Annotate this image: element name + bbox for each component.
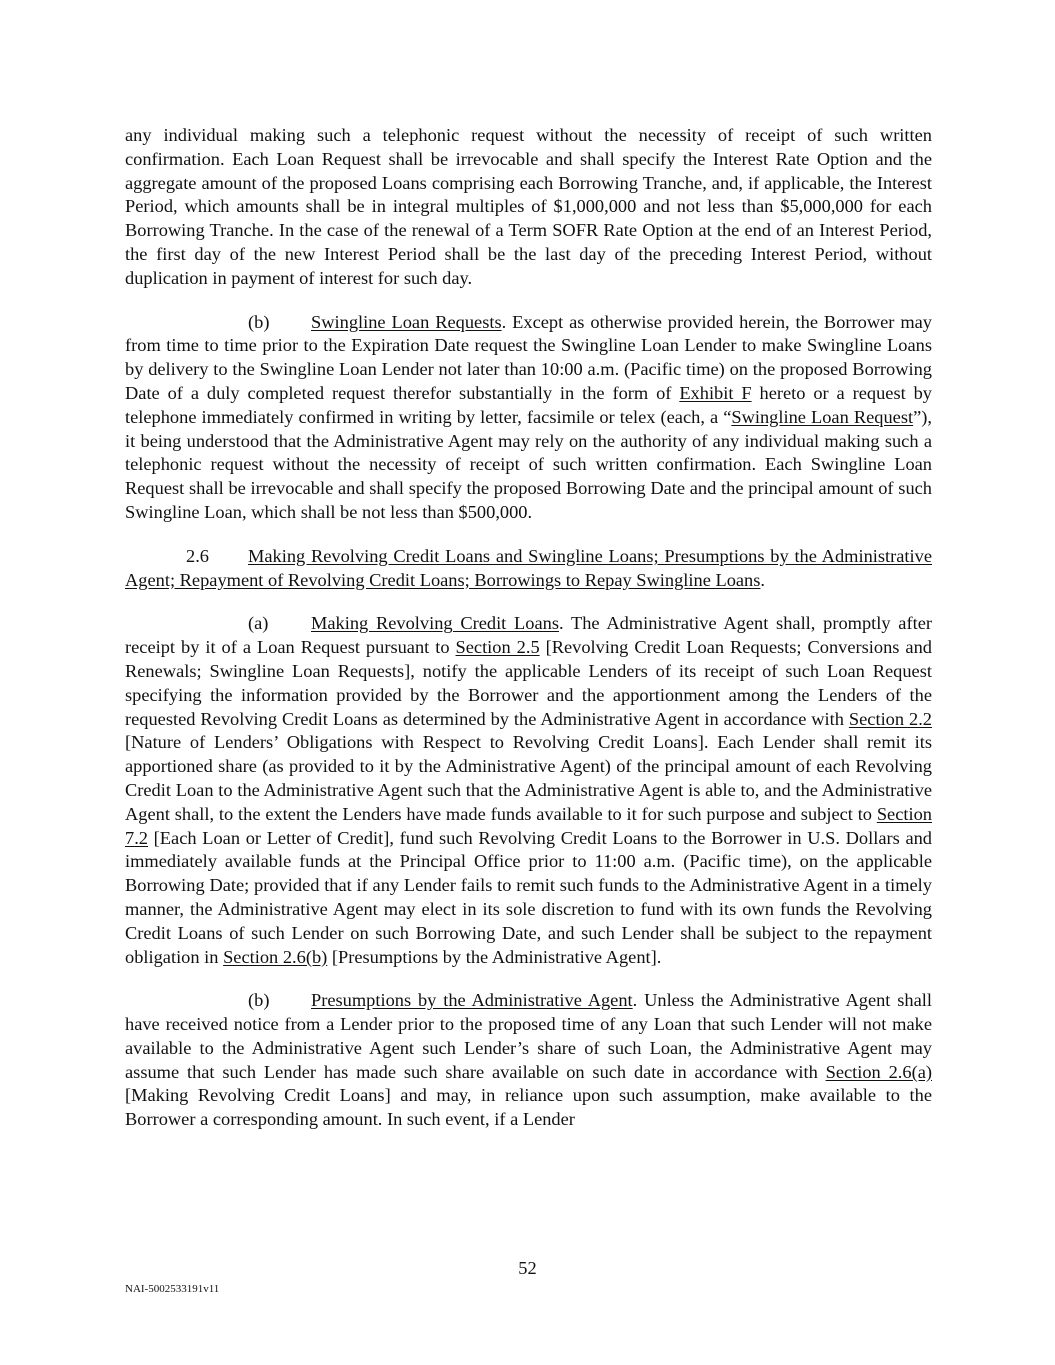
text-run: . Unless the Administrative Agent shall have received notice from a Lender prior to the proposed time of any Loan that such Lender will not make available to the Administrative Agent such Lender’s share of such Loan, the Administrative Agent may assume that such Lender has made such share available on such date in accordance with bbox=[125, 990, 932, 1082]
text-run: [Making Revolving Credit Loans] and may, in reliance upon such assumption, make available to the Borrower a corresponding amount. In such event, if a Lender bbox=[125, 1085, 932, 1130]
text-run: [Nature of Lenders’ Obligations with Respect to Revolving Credit Loans]. Each Lender shall remit its apportioned share (as provided to it by the Administrative Agent) of the principal amount of each Revolving Credit Loan to the Administrative Agent such that the Administrative Agent is able to, and the Administrative Agent shall, to the extent the Lenders have made funds available to it for such purpose and subject to bbox=[125, 732, 932, 824]
paragraph-making-revolving-credit-loans bbox=[125, 612, 932, 969]
paragraph-presumptions bbox=[125, 989, 932, 1132]
paragraph-continuation bbox=[125, 124, 932, 291]
text-run: . The Administrative Agent shall, promptly after receipt by it of a Loan Request pursuant to bbox=[125, 613, 932, 658]
text-run: . bbox=[760, 569, 766, 590]
page-number: 52 bbox=[518, 1258, 537, 1278]
subsection-label: (b) bbox=[248, 990, 270, 1011]
paragraph-swingline-loan-requests bbox=[125, 311, 932, 525]
paragraph-text: any individual making such a telephonic request without the necessity of receipt of such written confirmation. Each Loan Request shall be irrevocable and shall specify the Interest Rate Option and the aggregate amount of the proposed Loans comprising each Borrowing Tranche, and, if applicable, the Interest Period, which amounts shall be in integral multiples of $1,000,000 and not less than $5,000,000 for each Borrowing Tranche. In the case of the renewal of a Term SOFR Rate Option at the end of an Interest Period, the first day of the new Interest Period shall be the last day of the preceding Interest Period, without duplication in payment of interest for such day. bbox=[125, 125, 932, 288]
subsection-heading: Presumptions by the Administrative Agent bbox=[311, 990, 633, 1011]
subsection-label: (a) bbox=[248, 613, 269, 634]
text-run: [Each Loan or Letter of Credit], fund such Revolving Credit Loans to the Borrower in U.S. Dollars and immediately available funds at the Principal Office prior to 11:00 a.m. (Pacific time), on the applicable Borrowing Date; provided that if any Lender fails to remit such funds to the Administrative Agent in a timely manner, the Administrative Agent may elect in its sole discretion to fund with its own funds the Revolving Credit Loans of such Lender on such Borrowing Date, and such Lender shall be subject to the repayment obligation in bbox=[125, 827, 932, 967]
subsection-label: (b) bbox=[248, 311, 270, 332]
exhibit-reference: Exhibit F bbox=[679, 382, 752, 403]
text-run: . Except as otherwise provided herein, the Borrower may from time to time prior to the Expiration Date request the Swingline Loan Lender to make Swingline Loans by delivery to the Swingline Loan Lender not later than 10:00 a.m. (Pacific time) on the proposed Borrowing Date of a duly completed request therefor substantially in the form of bbox=[125, 311, 932, 403]
section-reference: Section 2.2 bbox=[848, 708, 932, 729]
subsection-heading: Making Revolving Credit Loans bbox=[311, 613, 559, 634]
document-page bbox=[125, 124, 932, 1152]
section-reference: Section 2.5 bbox=[455, 637, 540, 658]
text-run: [Revolving Credit Loan Requests; Conversions and Renewals; Swingline Loan Requests], notify the applicable Lenders of its receipt of such Loan Request specifying the information provided by the Borrower and the apportionment among the Lenders of the requested Revolving Credit Loans as determined by the Administrative Agent in accordance with bbox=[125, 637, 932, 729]
section-heading-2-6 bbox=[125, 545, 932, 593]
section-title: Making Revolving Credit Loans and Swingline Loans; Presumptions by the Administrative Agent; Repayment of Revolving Credit Loans; Borrowings to Repay Swingline Loans bbox=[125, 545, 932, 590]
text-run: [Presumptions by the Administrative Agent]. bbox=[327, 946, 662, 967]
section-reference: Section 2.6(a) bbox=[825, 1061, 932, 1082]
defined-term: Swingline Loan Request bbox=[731, 406, 914, 427]
section-reference: Section 7.2 bbox=[125, 803, 932, 848]
text-run: hereto or a request by telephone immediately confirmed in writing by letter, facsimile or telex (each, a “ bbox=[125, 382, 933, 427]
subsection-heading: Swingline Loan Requests bbox=[311, 311, 502, 332]
section-reference: Section 2.6(b) bbox=[223, 946, 328, 967]
section-number: 2.6 bbox=[186, 545, 209, 566]
text-run: ”), it being understood that the Administrative Agent may rely on the authority of any individual making such a telephonic request without the necessity of receipt of such written confirmation. Each Swingline Loan Request shall be irrevocable and shall specify the proposed Borrowing Date and the principal amount of such Swingline Loan, which shall be not less than $500,000. bbox=[125, 406, 932, 522]
document-id: NAI-5002533191v11 bbox=[125, 1283, 220, 1295]
